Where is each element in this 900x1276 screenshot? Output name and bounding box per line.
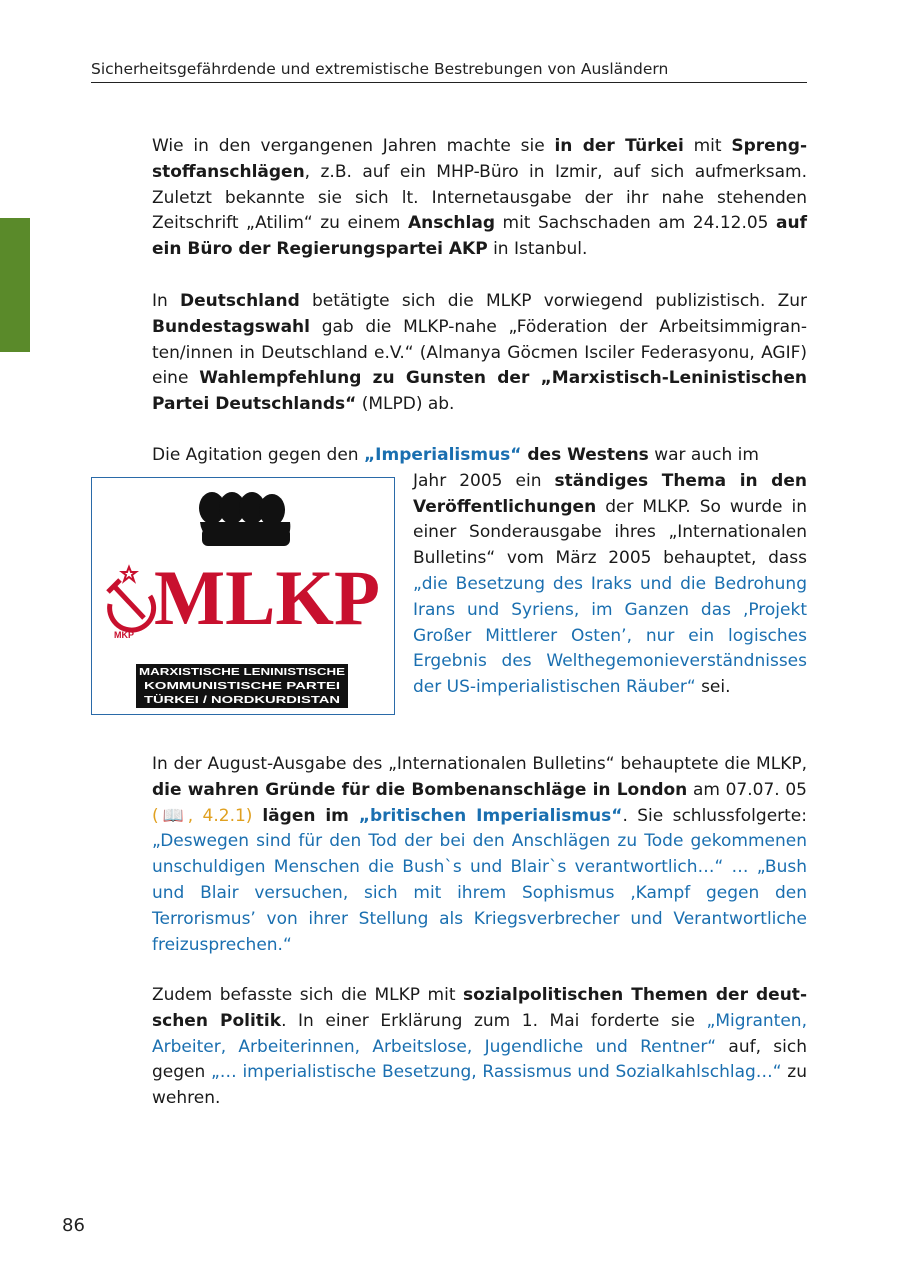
page-number: 86 [62,1215,85,1236]
cross-reference-link[interactable]: (📖, 4.2.1) [152,805,253,826]
paragraph-1: Wie in den vergangenen Jahren machte sie in der Türkei mit Sprengstoffanschlägen, z.B. auf ein MHP-Büro in Izmir, auf sich aufmerksam. Zuletzt bekannte sie sich lt. Internetausgabe der ihr nahe stehenden Zeitschrift „Atilim“ zu einem Anschlag mit Sachschaden am 24.12.05 auf ein Büro der Regierungspartei AKP in Istanbul. [152,136,807,260]
logo-caption-line-2: KOMMUNISTISCHE PARTEI [144,681,341,692]
running-header: Sicherheitsgefährdende und extremistische Bestrebungen von Ausländern [91,60,807,83]
paragraph-3-body: Jahr 2005 ein ständiges Thema in den Veröffentlichungen der MLKP. So wurde in einer Sonderausgabe ihres „Internationalen Bulletins“ vom März 2005 behauptet, dass „die Besetzung des Iraks und die Bedrohung Irans und Syriens, im Ganzen das ‚Projekt Großer Mittlerer Osten’, nur ein logisches Ergebnis des Welthegemonieverständnisses der US-imperialistischen Räuber“ sei. [413,470,807,698]
star-icon [122,567,136,581]
mlkp-logo-image [91,477,395,715]
paragraph-4: In der August-Ausgabe des „Internationalen Bulletins“ behauptete die MLKP, die wahren Gründe für die Bombenanschläge in London am 07.07. 05 (📖, 4.2.1) lägen im „britischen Imperialismus“. Sie schlussfolgerte: „Deswegen sind für den Tod der bei den Anschlägen zu Tode gekommenen unschuldigen Menschen die Bush`s und Blair`s verantwortlich…“ … „Bush und Blair versuchen, sich mit ihrem Sophismus ‚Kampf gegen den Terrorismus’ von ihrer Stellung als Kriegsverbrecher und Verantwortliche freizusprechen.“ [152,754,807,955]
logo-wordmark: MLKP [154,554,380,641]
logo-caption-line-3: TÜRKEI / NORDKURDISTAN [144,695,278,706]
logo-small-label: MKP [114,630,134,640]
logo-caption-line-1: MARXISTISCHE LENINISTISCHE [139,667,346,678]
hammer-sickle-icon [108,580,154,630]
paragraph-2: In Deutschland betätigte sich die MLKP vorwiegend publizistisch. Zur Bundestagswahl gab die MLKP-nahe „Föderation der Arbeitsimmigranten/innen in Deutschland e.V.“ (Almanya Göcmen Isciler Federasyonu, AGIF) eine Wahlempfehlung zu Gunsten der „Marxistisch-Leninistischen Partei Deutschlands“ (MLPD) ab. [152,291,807,415]
paragraph-3-first-line: Die Agitation gegen den „Imperialismus“ des Westens war auch im [152,445,759,465]
mlkp-logo [92,478,394,714]
chapter-tab-marker [0,218,30,352]
paragraph-5: Zudem befasste sich die MLKP mit sozialpolitischen Themen der deutschen Politik. In einer Erklärung zum 1. Mai forderte sie „Migranten, Arbeiter, Arbeiterinnen, Arbeitslose, Jugendliche und Rentner“ auf, sich gegen „… imperialistische Besetzung, Rassismus und Sozialkahlschlag…“ zu wehren. [152,985,808,1109]
portrait-heads-icon [199,492,290,546]
